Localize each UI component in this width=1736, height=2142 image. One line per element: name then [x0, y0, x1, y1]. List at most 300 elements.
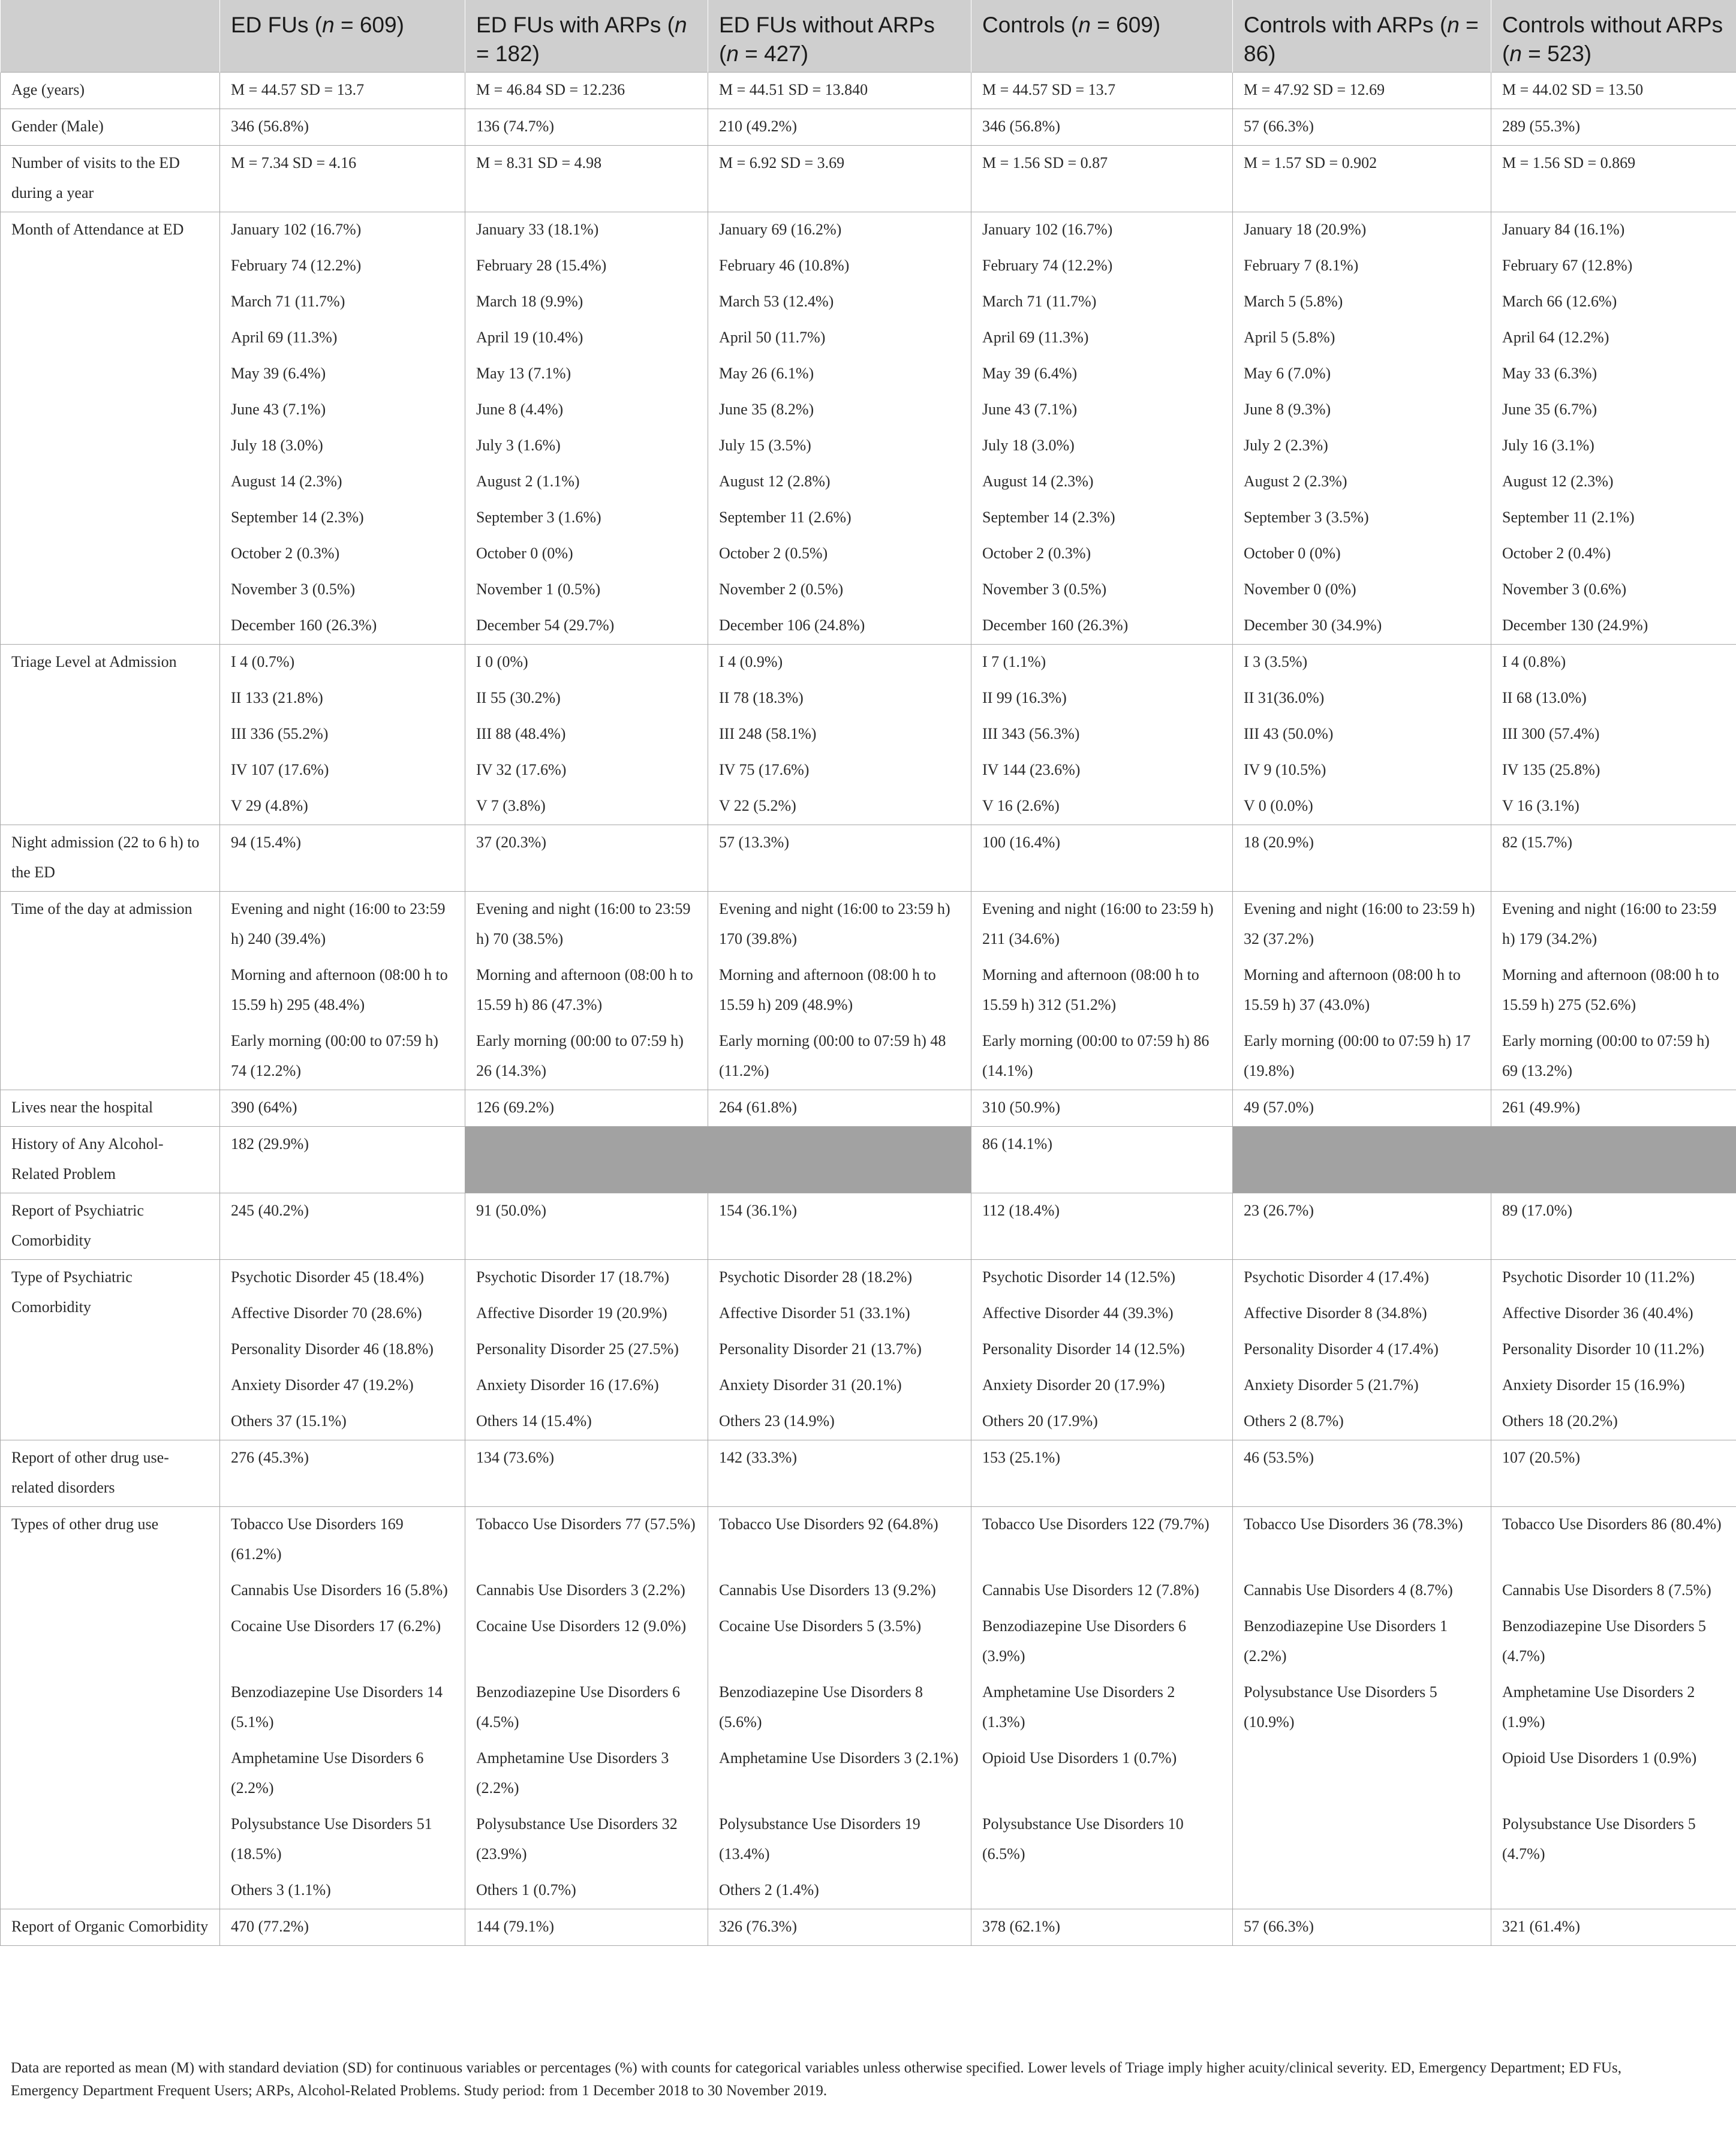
table-cell: IV 135 (25.8%)	[1491, 753, 1736, 789]
table-cell: July 3 (1.6%)	[465, 428, 708, 464]
table-row	[1, 892, 1736, 958]
table-cell: M = 44.57 SD = 13.7	[220, 73, 465, 109]
table-cell: March 71 (11.7%)	[971, 284, 1233, 320]
row-label: Month of Attendance at ED	[1, 212, 220, 645]
table-cell: 86 (14.1%)	[971, 1127, 1233, 1193]
table-cell: II 55 (30.2%)	[465, 681, 708, 717]
table-cell: M = 8.31 SD = 4.98	[465, 146, 708, 212]
table-cell: 154 (36.1%)	[708, 1193, 971, 1260]
table-cell: 245 (40.2%)	[220, 1193, 465, 1260]
table-cell: Polysubstance Use Disorders 32 (23.9%)	[465, 1807, 708, 1873]
column-header-text: ED FUs (	[231, 13, 323, 37]
row-label: Report of Organic Comorbidity	[1, 1909, 220, 1946]
table-cell: M = 1.57 SD = 0.902	[1233, 146, 1491, 212]
table-cell: M = 46.84 SD = 12.236	[465, 73, 708, 109]
table-cell: Polysubstance Use Disorders 51 (18.5%)	[220, 1807, 465, 1873]
table-cell: Morning and afternoon (08:00 h to 15.59 h) 86 (47.3%)	[465, 958, 708, 1024]
table-cell: February 28 (15.4%)	[465, 248, 708, 284]
table-cell: M = 47.92 SD = 12.69	[1233, 73, 1491, 109]
table-cell: March 18 (9.9%)	[465, 284, 708, 320]
table-cell: Early morning (00:00 to 07:59 h) 26 (14.3%)	[465, 1024, 708, 1090]
table-cell: 264 (61.8%)	[708, 1090, 971, 1127]
table-row	[1, 645, 1736, 681]
table-cell: Affective Disorder 19 (20.9%)	[465, 1296, 708, 1332]
table-cell: Others 20 (17.9%)	[971, 1404, 1233, 1440]
table-cell: Tobacco Use Disorders 77 (57.5%)	[465, 1507, 708, 1574]
table-cell: V 0 (0.0%)	[1233, 789, 1491, 825]
table-cell: III 248 (58.1%)	[708, 717, 971, 753]
table-cell: Benzodiazepine Use Disorders 14 (5.1%)	[220, 1675, 465, 1741]
table-cell: Others 2 (8.7%)	[1233, 1404, 1491, 1440]
table-cell: October 0 (0%)	[1233, 536, 1491, 572]
column-header	[708, 0, 971, 73]
table-cell: Opioid Use Disorders 1 (0.7%)	[971, 1741, 1233, 1807]
table-cell: Early morning (00:00 to 07:59 h) 69 (13.2%)	[1491, 1024, 1736, 1090]
table-subrow	[1, 1807, 1736, 1873]
table-cell: Polysubstance Use Disorders 5 (4.7%)	[1491, 1807, 1736, 1873]
table-cell: 134 (73.6%)	[465, 1440, 708, 1507]
table-cell: 210 (49.2%)	[708, 109, 971, 146]
table-cell: August 14 (2.3%)	[971, 464, 1233, 500]
table-cell: May 39 (6.4%)	[971, 356, 1233, 392]
table-cell: Anxiety Disorder 16 (17.6%)	[465, 1368, 708, 1404]
table-cell: Morning and afternoon (08:00 h to 15.59 h) 275 (52.6%)	[1491, 958, 1736, 1024]
column-header	[1, 0, 220, 73]
empty-shaded-cell	[465, 1127, 971, 1193]
table-cell: 310 (50.9%)	[971, 1090, 1233, 1127]
table-cell: IV 75 (17.6%)	[708, 753, 971, 789]
table-cell: 289 (55.3%)	[1491, 109, 1736, 146]
table-row	[1, 146, 1736, 212]
table-cell: Amphetamine Use Disorders 6 (2.2%)	[220, 1741, 465, 1807]
table-cell: January 84 (16.1%)	[1491, 212, 1736, 249]
table-cell: Polysubstance Use Disorders 10 (6.5%)	[971, 1807, 1233, 1873]
column-header-count: = 609)	[334, 13, 404, 37]
table-cell: Psychotic Disorder 4 (17.4%)	[1233, 1260, 1491, 1296]
table-cell: 126 (69.2%)	[465, 1090, 708, 1127]
table-subrow	[1, 608, 1736, 645]
table-cell: 94 (15.4%)	[220, 825, 465, 892]
table-cell: Opioid Use Disorders 1 (0.9%)	[1491, 1741, 1736, 1807]
table-cell: Personality Disorder 25 (27.5%)	[465, 1332, 708, 1368]
table-cell: Cocaine Use Disorders 5 (3.5%)	[708, 1609, 971, 1675]
table-row	[1, 1440, 1736, 1507]
table-cell: Benzodiazepine Use Disorders 6 (3.9%)	[971, 1609, 1233, 1675]
column-header	[971, 0, 1233, 73]
table-cell: September 3 (1.6%)	[465, 500, 708, 536]
table-cell: Others 37 (15.1%)	[220, 1404, 465, 1440]
table-cell: January 69 (16.2%)	[708, 212, 971, 249]
table-cell: III 300 (57.4%)	[1491, 717, 1736, 753]
table-cell: Early morning (00:00 to 07:59 h) 86 (14.1%)	[971, 1024, 1233, 1090]
table-subrow	[1, 789, 1736, 825]
table-cell: March 71 (11.7%)	[220, 284, 465, 320]
table-cell: Psychotic Disorder 10 (11.2%)	[1491, 1260, 1736, 1296]
table-row	[1, 1127, 1736, 1193]
table-cell: January 33 (18.1%)	[465, 212, 708, 249]
table-cell: M = 44.57 SD = 13.7	[971, 73, 1233, 109]
table-cell: Personality Disorder 10 (11.2%)	[1491, 1332, 1736, 1368]
table-footnote: Data are reported as mean (M) with standard deviation (SD) for continuous variables or percentages (%) with counts for categorical variables unless otherwise specified. Lower levels of Triage imply higher acuity/clinical severity. ED, Emergency Department; ED FUs, Emergency Department Frequent Users; ARPs, Alcohol-Related Problems. Study period: from 1 December 2018 to 30 November 2019.	[11, 2060, 1621, 2099]
table-subrow	[1, 958, 1736, 1024]
table-cell: February 74 (12.2%)	[971, 248, 1233, 284]
table-cell: 142 (33.3%)	[708, 1440, 971, 1507]
table-cell: Early morning (00:00 to 07:59 h) 48 (11.2%)	[708, 1024, 971, 1090]
table-cell: September 14 (2.3%)	[220, 500, 465, 536]
table-cell: January 102 (16.7%)	[971, 212, 1233, 249]
column-header-n: n	[726, 41, 739, 66]
table-cell	[1491, 1873, 1736, 1909]
table-subrow	[1, 1741, 1736, 1807]
table-cell: I 4 (0.9%)	[708, 645, 971, 681]
table-cell: April 69 (11.3%)	[971, 320, 1233, 356]
table-cell: Benzodiazepine Use Disorders 5 (4.7%)	[1491, 1609, 1736, 1675]
table-cell: December 30 (34.9%)	[1233, 608, 1491, 645]
table-cell: November 2 (0.5%)	[708, 572, 971, 608]
table-cell: April 64 (12.2%)	[1491, 320, 1736, 356]
table-cell: September 11 (2.6%)	[708, 500, 971, 536]
table-subrow	[1, 717, 1736, 753]
table-cell: Anxiety Disorder 20 (17.9%)	[971, 1368, 1233, 1404]
table-cell: Amphetamine Use Disorders 3 (2.1%)	[708, 1741, 971, 1807]
table-cell: Others 1 (0.7%)	[465, 1873, 708, 1909]
table-cell: Evening and night (16:00 to 23:59 h) 70 (38.5%)	[465, 892, 708, 958]
table-cell: April 50 (11.7%)	[708, 320, 971, 356]
table-cell: Others 2 (1.4%)	[708, 1873, 971, 1909]
column-header-text: ED FUs with ARPs (	[476, 13, 675, 37]
table-cell: 182 (29.9%)	[220, 1127, 465, 1193]
table-cell: 326 (76.3%)	[708, 1909, 971, 1946]
table-cell	[1233, 1741, 1491, 1807]
table-cell: Cannabis Use Disorders 12 (7.8%)	[971, 1573, 1233, 1609]
table-cell: Personality Disorder 46 (18.8%)	[220, 1332, 465, 1368]
table-cell: II 133 (21.8%)	[220, 681, 465, 717]
table-cell: M = 44.51 SD = 13.840	[708, 73, 971, 109]
table-cell: Psychotic Disorder 17 (18.7%)	[465, 1260, 708, 1296]
table-cell: December 54 (29.7%)	[465, 608, 708, 645]
table-cell: III 343 (56.3%)	[971, 717, 1233, 753]
table-cell: Affective Disorder 51 (33.1%)	[708, 1296, 971, 1332]
table-row	[1, 212, 1736, 249]
table-cell: July 2 (2.3%)	[1233, 428, 1491, 464]
table-cell: Cannabis Use Disorders 3 (2.2%)	[465, 1573, 708, 1609]
table-cell: June 35 (6.7%)	[1491, 392, 1736, 428]
table-cell: August 12 (2.8%)	[708, 464, 971, 500]
table-cell: October 2 (0.5%)	[708, 536, 971, 572]
table-body	[1, 73, 1736, 1946]
table-cell: V 22 (5.2%)	[708, 789, 971, 825]
table-cell: July 18 (3.0%)	[220, 428, 465, 464]
table-cell: I 3 (3.5%)	[1233, 645, 1491, 681]
column-header-n: n	[1509, 41, 1522, 66]
table-cell: Anxiety Disorder 47 (19.2%)	[220, 1368, 465, 1404]
table-cell: August 12 (2.3%)	[1491, 464, 1736, 500]
table-cell: 107 (20.5%)	[1491, 1440, 1736, 1507]
table-cell: V 29 (4.8%)	[220, 789, 465, 825]
table-cell: Others 18 (20.2%)	[1491, 1404, 1736, 1440]
table-cell: Affective Disorder 36 (40.4%)	[1491, 1296, 1736, 1332]
empty-shaded-cell	[1233, 1127, 1736, 1193]
table-cell: Affective Disorder 44 (39.3%)	[971, 1296, 1233, 1332]
table-cell: Polysubstance Use Disorders 19 (13.4%)	[708, 1807, 971, 1873]
table-subrow	[1, 356, 1736, 392]
table-cell: 378 (62.1%)	[971, 1909, 1233, 1946]
table-cell: Polysubstance Use Disorders 5 (10.9%)	[1233, 1675, 1491, 1741]
table-cell: Evening and night (16:00 to 23:59 h) 32 (37.2%)	[1233, 892, 1491, 958]
table-cell: August 2 (1.1%)	[465, 464, 708, 500]
table-cell: M = 44.02 SD = 13.50	[1491, 73, 1736, 109]
column-header-n: n	[675, 13, 687, 37]
row-label: Age (years)	[1, 73, 220, 109]
table-cell: Amphetamine Use Disorders 2 (1.3%)	[971, 1675, 1233, 1741]
row-label: Report of Psychiatric Comorbidity	[1, 1193, 220, 1260]
table-subrow	[1, 464, 1736, 500]
table-cell: II 31(36.0%)	[1233, 681, 1491, 717]
table-cell: Benzodiazepine Use Disorders 8 (5.6%)	[708, 1675, 971, 1741]
table-cell: Early morning (00:00 to 07:59 h) 17 (19.8%)	[1233, 1024, 1491, 1090]
table-subrow	[1, 1404, 1736, 1440]
row-label: History of Any Alcohol-Related Problem	[1, 1127, 220, 1193]
table-cell: IV 9 (10.5%)	[1233, 753, 1491, 789]
column-header-text: Controls without ARPs (	[1502, 13, 1723, 66]
table-subrow	[1, 681, 1736, 717]
table-cell: Anxiety Disorder 31 (20.1%)	[708, 1368, 971, 1404]
column-header-text: Controls (	[982, 13, 1079, 37]
table-cell: 470 (77.2%)	[220, 1909, 465, 1946]
table-cell: Amphetamine Use Disorders 3 (2.2%)	[465, 1741, 708, 1807]
table-cell: Psychotic Disorder 28 (18.2%)	[708, 1260, 971, 1296]
table-cell: November 3 (0.6%)	[1491, 572, 1736, 608]
table-subrow	[1, 536, 1736, 572]
table-cell: I 4 (0.7%)	[220, 645, 465, 681]
row-label: Night admission (22 to 6 h) to the ED	[1, 825, 220, 892]
table-cell: M = 1.56 SD = 0.87	[971, 146, 1233, 212]
table-subrow	[1, 1573, 1736, 1609]
table-cell: Anxiety Disorder 15 (16.9%)	[1491, 1368, 1736, 1404]
table-cell: Amphetamine Use Disorders 2 (1.9%)	[1491, 1675, 1736, 1741]
table-cell: December 160 (26.3%)	[220, 608, 465, 645]
table-cell: 57 (66.3%)	[1233, 109, 1491, 146]
table-cell: Early morning (00:00 to 07:59 h) 74 (12.2%)	[220, 1024, 465, 1090]
table-subrow	[1, 753, 1736, 789]
table-cell: September 3 (3.5%)	[1233, 500, 1491, 536]
table-cell: Cannabis Use Disorders 4 (8.7%)	[1233, 1573, 1491, 1609]
table-cell: M = 6.92 SD = 3.69	[708, 146, 971, 212]
table-cell: Anxiety Disorder 5 (21.7%)	[1233, 1368, 1491, 1404]
table-cell: October 2 (0.4%)	[1491, 536, 1736, 572]
table-cell: April 19 (10.4%)	[465, 320, 708, 356]
table-cell: 46 (53.5%)	[1233, 1440, 1491, 1507]
table-cell: Morning and afternoon (08:00 h to 15.59 h) 312 (51.2%)	[971, 958, 1233, 1024]
table-cell: March 66 (12.6%)	[1491, 284, 1736, 320]
row-label: Types of other drug use	[1, 1507, 220, 1909]
table-cell: 23 (26.7%)	[1233, 1193, 1491, 1260]
table-cell: V 16 (3.1%)	[1491, 789, 1736, 825]
row-label: Report of other drug use-related disorders	[1, 1440, 220, 1507]
table-cell: 321 (61.4%)	[1491, 1909, 1736, 1946]
table-subrow	[1, 1609, 1736, 1675]
table-cell: Others 14 (15.4%)	[465, 1404, 708, 1440]
table-cell: February 7 (8.1%)	[1233, 248, 1491, 284]
table-cell: Personality Disorder 21 (13.7%)	[708, 1332, 971, 1368]
row-label: Gender (Male)	[1, 109, 220, 146]
table-cell: 390 (64%)	[220, 1090, 465, 1127]
table-cell: Morning and afternoon (08:00 h to 15.59 h) 209 (48.9%)	[708, 958, 971, 1024]
table-cell: Benzodiazepine Use Disorders 6 (4.5%)	[465, 1675, 708, 1741]
table-cell: 91 (50.0%)	[465, 1193, 708, 1260]
table-cell: January 102 (16.7%)	[220, 212, 465, 249]
table-cell: December 106 (24.8%)	[708, 608, 971, 645]
table-cell: Affective Disorder 8 (34.8%)	[1233, 1296, 1491, 1332]
table-cell	[971, 1873, 1233, 1909]
table-cell: October 0 (0%)	[465, 536, 708, 572]
row-label: Type of Psychiatric Comorbidity	[1, 1260, 220, 1440]
table-cell: May 6 (7.0%)	[1233, 356, 1491, 392]
table-cell: 153 (25.1%)	[971, 1440, 1233, 1507]
table-cell: Psychotic Disorder 14 (12.5%)	[971, 1260, 1233, 1296]
table-cell: Cannabis Use Disorders 16 (5.8%)	[220, 1573, 465, 1609]
table-cell	[1233, 1807, 1491, 1873]
table-subrow	[1, 1296, 1736, 1332]
table-cell: Tobacco Use Disorders 36 (78.3%)	[1233, 1507, 1491, 1574]
column-header-text: ED FUs without ARPs (	[719, 13, 935, 66]
table-row	[1, 825, 1736, 892]
table-cell: IV 144 (23.6%)	[971, 753, 1233, 789]
column-header-n: n	[322, 13, 335, 37]
table-cell: November 0 (0%)	[1233, 572, 1491, 608]
table-row	[1, 1090, 1736, 1127]
table-row	[1, 1260, 1736, 1296]
table-cell: Personality Disorder 14 (12.5%)	[971, 1332, 1233, 1368]
table-cell: Evening and night (16:00 to 23:59 h) 240 (39.4%)	[220, 892, 465, 958]
table-cell: November 3 (0.5%)	[220, 572, 465, 608]
table-cell: Morning and afternoon (08:00 h to 15.59 h) 37 (43.0%)	[1233, 958, 1491, 1024]
table-cell: June 43 (7.1%)	[971, 392, 1233, 428]
table-cell: 346 (56.8%)	[220, 109, 465, 146]
table-cell: February 67 (12.8%)	[1491, 248, 1736, 284]
table-cell: Cocaine Use Disorders 17 (6.2%)	[220, 1609, 465, 1675]
table-subrow	[1, 320, 1736, 356]
row-label: Number of visits to the ED during a year	[1, 146, 220, 212]
table-row	[1, 1507, 1736, 1574]
column-header-count: = 427)	[738, 41, 809, 66]
table-cell: Cannabis Use Disorders 8 (7.5%)	[1491, 1573, 1736, 1609]
table-cell: 89 (17.0%)	[1491, 1193, 1736, 1260]
table-cell: II 78 (18.3%)	[708, 681, 971, 717]
table-cell: 57 (13.3%)	[708, 825, 971, 892]
table-cell: January 18 (20.9%)	[1233, 212, 1491, 249]
table-cell: Personality Disorder 4 (17.4%)	[1233, 1332, 1491, 1368]
table-cell: V 16 (2.6%)	[971, 789, 1233, 825]
column-header-n: n	[1447, 13, 1460, 37]
table-cell: 261 (49.9%)	[1491, 1090, 1736, 1127]
table-cell: Tobacco Use Disorders 122 (79.7%)	[971, 1507, 1233, 1574]
table-cell: 82 (15.7%)	[1491, 825, 1736, 892]
table-cell: February 74 (12.2%)	[220, 248, 465, 284]
table-cell: I 4 (0.8%)	[1491, 645, 1736, 681]
table-subrow	[1, 1368, 1736, 1404]
table-cell: May 39 (6.4%)	[220, 356, 465, 392]
table-cell: 49 (57.0%)	[1233, 1090, 1491, 1127]
table-cell: 100 (16.4%)	[971, 825, 1233, 892]
table-cell: Others 23 (14.9%)	[708, 1404, 971, 1440]
table-cell: August 14 (2.3%)	[220, 464, 465, 500]
table-cell: III 88 (48.4%)	[465, 717, 708, 753]
table-cell: 144 (79.1%)	[465, 1909, 708, 1946]
table-cell: June 43 (7.1%)	[220, 392, 465, 428]
table-cell: I 7 (1.1%)	[971, 645, 1233, 681]
table-subrow	[1, 500, 1736, 536]
table-cell: November 1 (0.5%)	[465, 572, 708, 608]
row-label: Triage Level at Admission	[1, 645, 220, 825]
table-cell: April 69 (11.3%)	[220, 320, 465, 356]
column-header-count: = 523)	[1521, 41, 1592, 66]
table-cell: Tobacco Use Disorders 169 (61.2%)	[220, 1507, 465, 1574]
column-header-count: = 182)	[476, 41, 540, 66]
table-cell: 37 (20.3%)	[465, 825, 708, 892]
table-cell: June 8 (9.3%)	[1233, 392, 1491, 428]
table-cell: March 5 (5.8%)	[1233, 284, 1491, 320]
table-cell: II 68 (13.0%)	[1491, 681, 1736, 717]
row-label: Lives near the hospital	[1, 1090, 220, 1127]
table-subrow	[1, 1675, 1736, 1741]
column-header	[465, 0, 708, 73]
column-header-count: = 609)	[1090, 13, 1161, 37]
table-cell: 346 (56.8%)	[971, 109, 1233, 146]
table-subrow	[1, 284, 1736, 320]
column-header	[1491, 0, 1736, 73]
column-header-count: = 86)	[1244, 13, 1479, 66]
table-cell: Morning and afternoon (08:00 h to 15.59 h) 295 (48.4%)	[220, 958, 465, 1024]
table-cell: 57 (66.3%)	[1233, 1909, 1491, 1946]
table-cell: 136 (74.7%)	[465, 109, 708, 146]
table-cell: III 336 (55.2%)	[220, 717, 465, 753]
table-cell: October 2 (0.3%)	[971, 536, 1233, 572]
table-cell: Cocaine Use Disorders 12 (9.0%)	[465, 1609, 708, 1675]
table-cell: 18 (20.9%)	[1233, 825, 1491, 892]
table-cell	[1233, 1873, 1491, 1909]
table-cell: September 14 (2.3%)	[971, 500, 1233, 536]
table-cell: Benzodiazepine Use Disorders 1 (2.2%)	[1233, 1609, 1491, 1675]
table-cell: Evening and night (16:00 to 23:59 h) 170 (39.8%)	[708, 892, 971, 958]
table-cell: 276 (45.3%)	[220, 1440, 465, 1507]
table-cell: December 160 (26.3%)	[971, 608, 1233, 645]
table-cell: April 5 (5.8%)	[1233, 320, 1491, 356]
table-cell: December 130 (24.9%)	[1491, 608, 1736, 645]
table-cell: 112 (18.4%)	[971, 1193, 1233, 1260]
table-subrow	[1, 428, 1736, 464]
table-cell: July 16 (3.1%)	[1491, 428, 1736, 464]
header-row	[1, 0, 1736, 73]
table-cell: October 2 (0.3%)	[220, 536, 465, 572]
table-row	[1, 1909, 1736, 1946]
table-cell: June 35 (8.2%)	[708, 392, 971, 428]
table-cell: II 99 (16.3%)	[971, 681, 1233, 717]
table-subrow	[1, 1873, 1736, 1909]
table-cell: M = 1.56 SD = 0.869	[1491, 146, 1736, 212]
table-cell: Tobacco Use Disorders 92 (64.8%)	[708, 1507, 971, 1574]
table-row	[1, 73, 1736, 109]
row-label: Time of the day at admission	[1, 892, 220, 1090]
table-cell: I 0 (0%)	[465, 645, 708, 681]
table-cell: Evening and night (16:00 to 23:59 h) 179 (34.2%)	[1491, 892, 1736, 958]
table-subrow	[1, 1332, 1736, 1368]
table-cell: July 18 (3.0%)	[971, 428, 1233, 464]
table-cell: Tobacco Use Disorders 86 (80.4%)	[1491, 1507, 1736, 1574]
table-cell: May 13 (7.1%)	[465, 356, 708, 392]
table-subrow	[1, 248, 1736, 284]
table-subrow	[1, 1024, 1736, 1090]
